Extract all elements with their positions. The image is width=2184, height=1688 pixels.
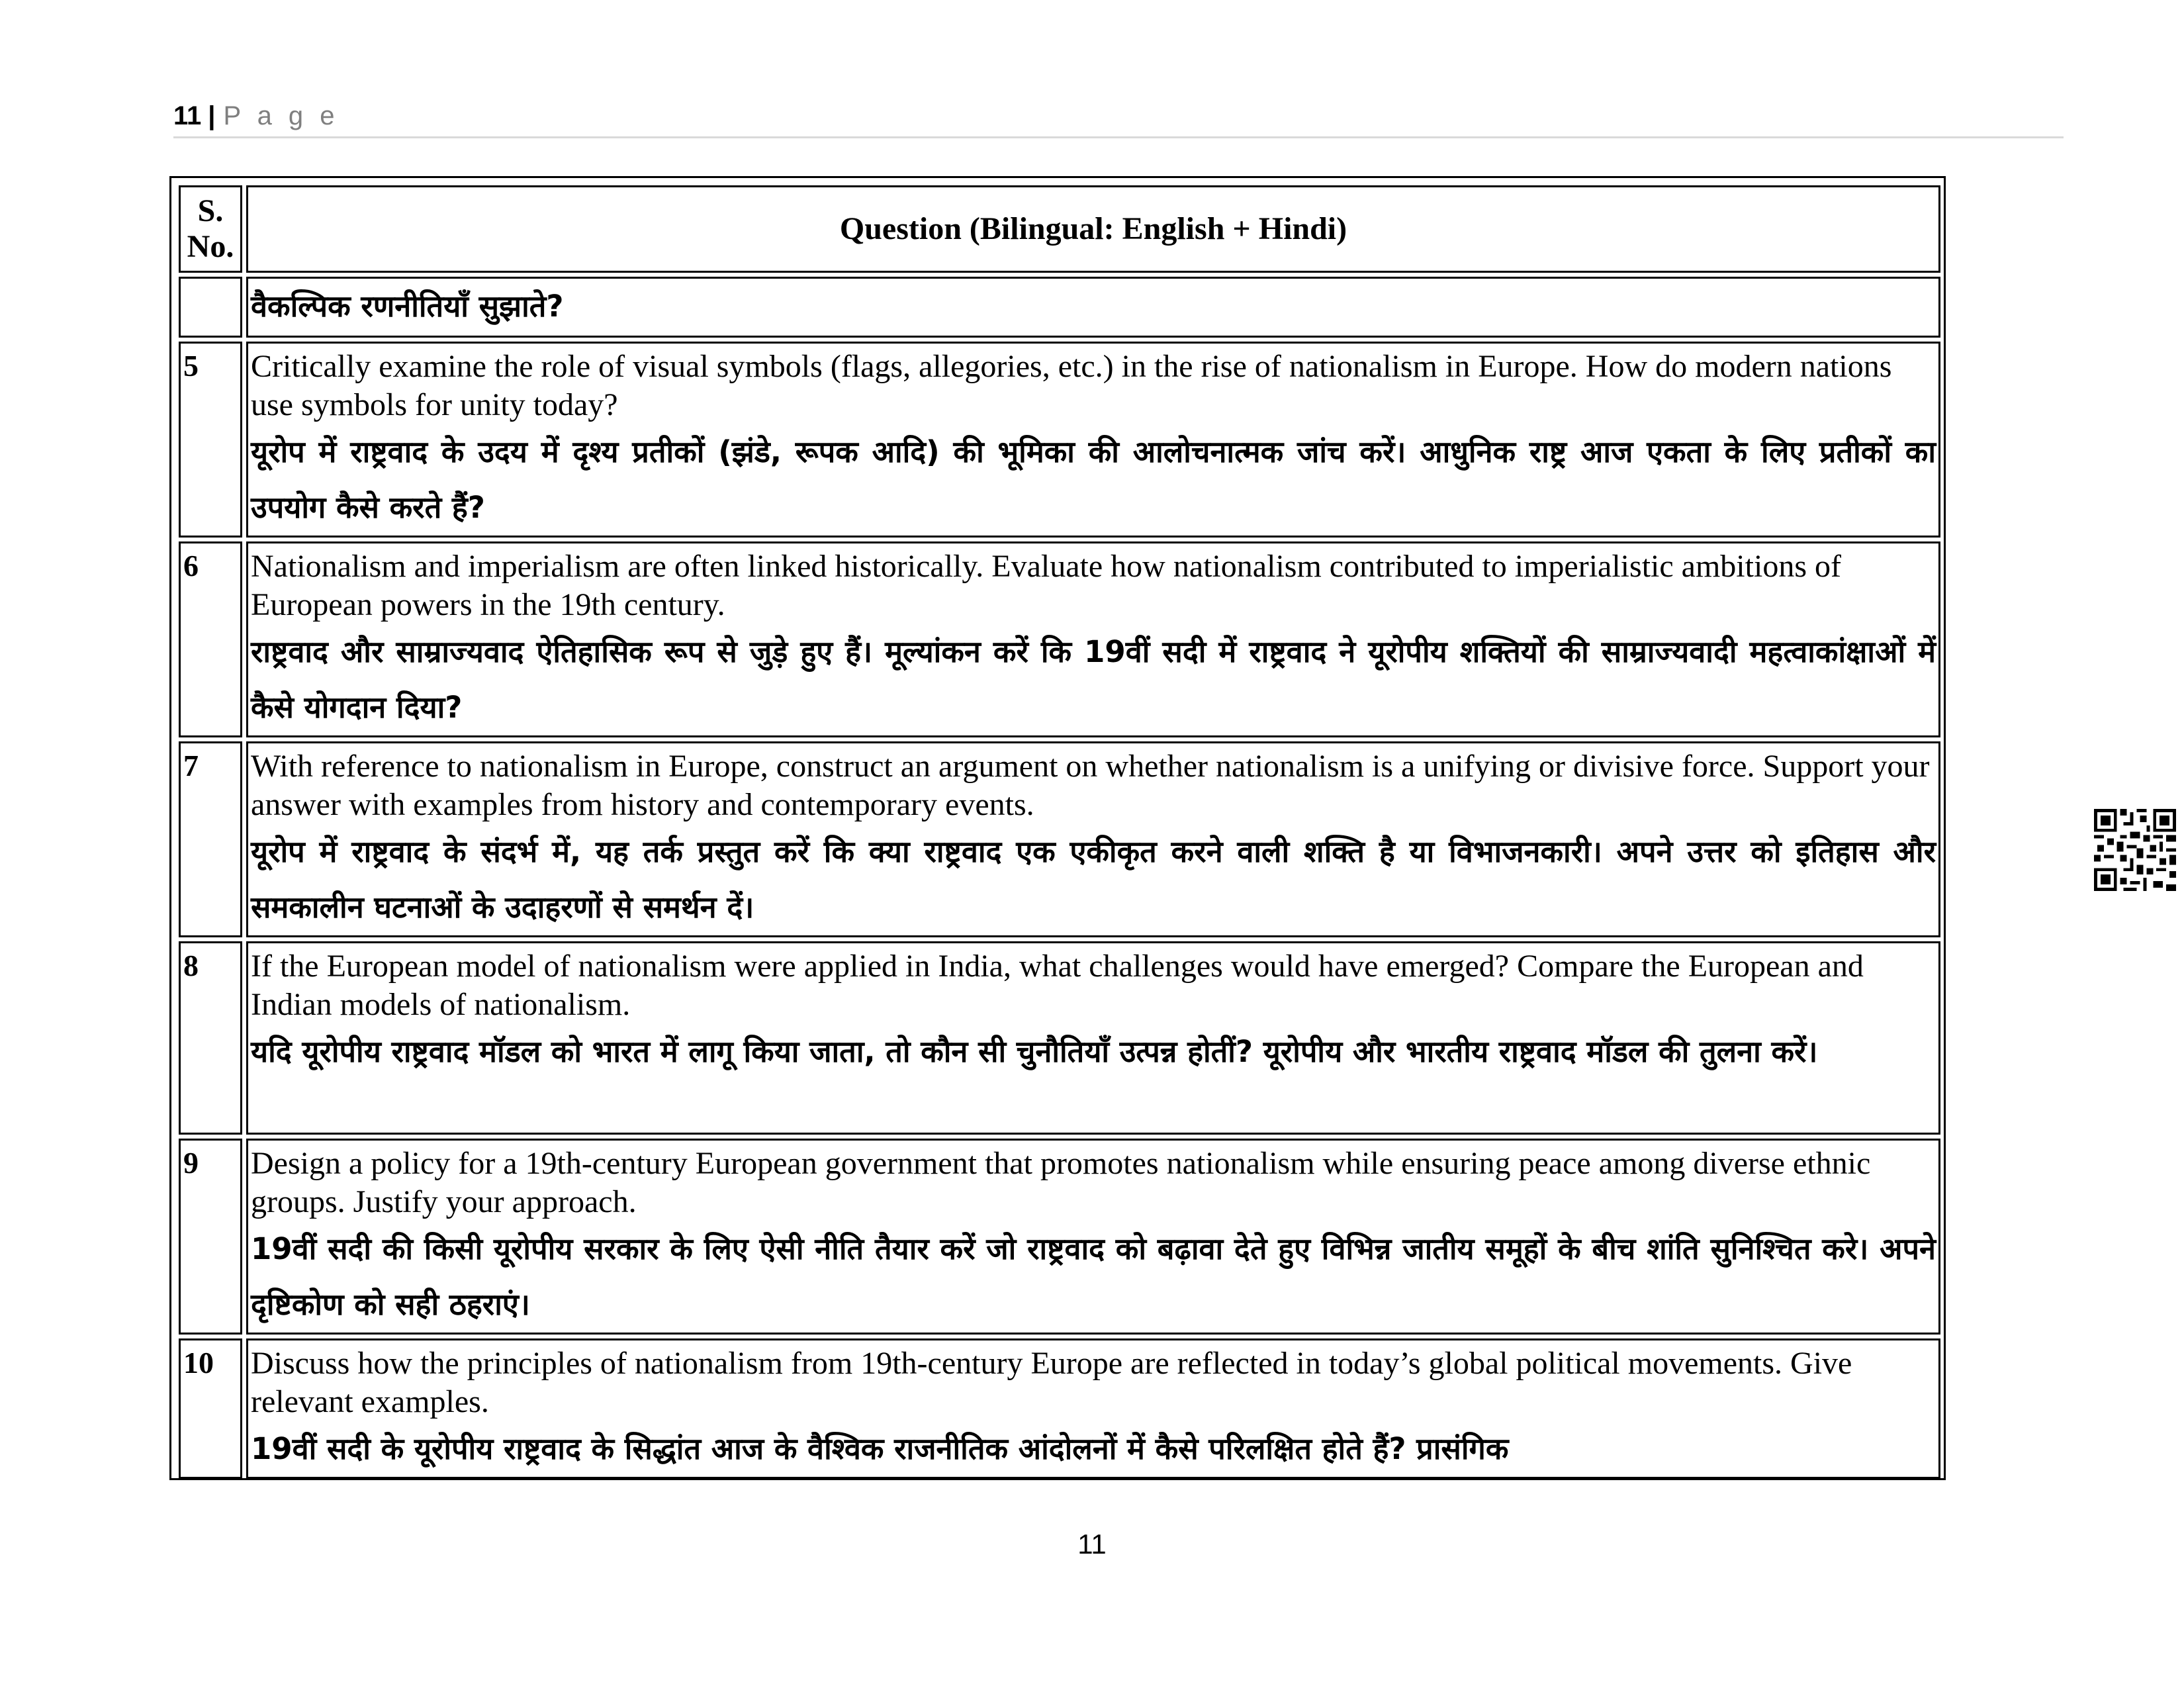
question-table-frame — [169, 176, 1946, 1480]
header-question: Question (Bilingual: English + Hindi) — [246, 185, 1940, 273]
table-header-row — [179, 185, 1940, 273]
table-row — [179, 541, 1940, 737]
table-row — [179, 342, 1940, 538]
row-question — [246, 1139, 1940, 1335]
row-sno: 9 — [179, 1139, 242, 1335]
question-hindi: राष्ट्रवाद और साम्राज्यवाद ऐतिहासिक रूप से जुड़े हुए हैं। मूल्यांकन करें कि 19वीं सदी में राष्ट्रवाद ने यूरोपीय शक्तियों की साम्राज्यवादी महत्वाकांक्षाओं में कैसे योगदान दिया? — [251, 634, 1936, 725]
table-row — [179, 277, 1940, 338]
question-english: If the European model of nationalism were applied in India, what challenges would have emerged? Compare the European and Indian models of nationalism. — [251, 949, 1864, 1022]
table-row — [179, 1139, 1940, 1335]
question-hindi: यदि यूरोपीय राष्ट्रवाद मॉडल को भारत में लागू किया जाता, तो कौन सी चुनौतियाँ उत्पन्न होतीं? यूरोपीय और भारतीय राष्ट्रवाद मॉडल की तुलना करें। — [251, 1034, 1818, 1069]
question-english: Critically examine the role of visual symbols (flags, allegories, etc.) in the rise of nationalism in Europe. How do modern nations use symbols for unity today? — [251, 349, 1892, 422]
row-sno — [179, 277, 242, 338]
question-hindi: यूरोप में राष्ट्रवाद के उदय में दृश्य प्रतीकों (झंडे, रूपक आदि) की भूमिका की आलोचनात्मक जांच करें। आधुनिक राष्ट्र आज एकता के लिए प्रतीकों का उपयोग कैसे करते हैं? — [251, 434, 1936, 525]
question-english: Nationalism and imperialism are often linked historically. Evaluate how nationalism contributed to imperialistic ambitions of European powers in the 19th century. — [251, 549, 1841, 622]
row-question — [246, 741, 1940, 937]
question-hindi: वैकल्पिक रणनीतियाँ सुझाते? — [251, 289, 564, 324]
row-question — [246, 1338, 1940, 1479]
table-row — [179, 941, 1940, 1135]
row-sno: 5 — [179, 342, 242, 538]
question-hindi: 19वीं सदी के यूरोपीय राष्ट्रवाद के सिद्धांत आज के वैश्विक राजनीतिक आंदोलनों में कैसे परिलक्षित होते हैं? प्रासंगिक — [251, 1431, 1509, 1466]
row-sno: 8 — [179, 941, 242, 1135]
page-header — [173, 99, 2064, 138]
question-hindi: 19वीं सदी की किसी यूरोपीय सरकार के लिए ऐसी नीति तैयार करें जो राष्ट्रवाद को बढ़ावा देते हुए विभिन्न जातीय समूहों के बीच शांति सुनिश्चित करे। अपने दृष्टिकोण को सही ठहराएं। — [251, 1231, 1936, 1322]
question-table — [175, 181, 1944, 1483]
question-english: With reference to nationalism in Europe, construct an argument on whether nationalism is a unifying or divisive force. Support your answer with examples from history and contemporary events. — [251, 749, 1930, 822]
row-question — [246, 541, 1940, 737]
question-hindi: यूरोप में राष्ट्रवाद के संदर्भ में, यह तर्क प्रस्तुत करें कि क्या राष्ट्रवाद एक एकीकृत करने वाली शक्ति है या विभाजनकारी। अपने उत्तर को इतिहास और समकालीन घटनाओं के उदाहरणों से समर्थन दें। — [251, 834, 1936, 925]
header-sno: S. No. — [179, 185, 242, 273]
page-footer-number: 11 — [1077, 1528, 1107, 1560]
row-sno: 6 — [179, 541, 242, 737]
row-question — [246, 941, 1940, 1135]
table-row — [179, 741, 1940, 937]
header-page-number: 11 — [173, 101, 202, 130]
header-page-label: P a g e — [223, 101, 340, 130]
row-sno: 7 — [179, 741, 242, 937]
header-separator: | — [208, 101, 216, 130]
question-english: Discuss how the principles of nationalism from 19th-century Europe are reflected in today’s global political movements. Give relevant examples. — [251, 1346, 1852, 1419]
row-question — [246, 277, 1940, 338]
table-row — [179, 1338, 1940, 1479]
question-english: Design a policy for a 19th-century European government that promotes nationalism while ensuring peace among diverse ethnic groups. Justify your approach. — [251, 1146, 1871, 1219]
row-sno: 10 — [179, 1338, 242, 1479]
qr-code-icon — [2094, 809, 2176, 891]
row-question — [246, 342, 1940, 538]
